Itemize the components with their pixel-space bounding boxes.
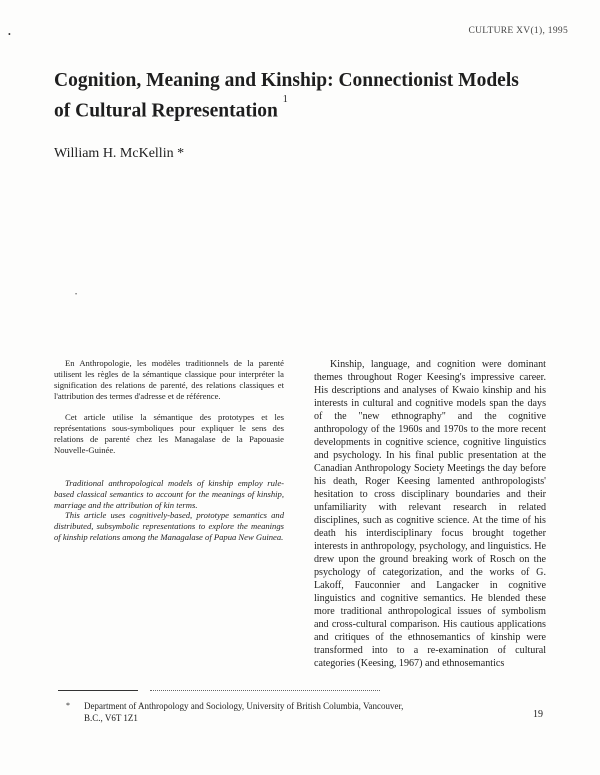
author-line: William H. McKellin * [54,146,185,161]
abstract-french-paragraph: Cet article utilise la sémantique des prototypes et les représentations sous-symboliques pour expliquer le sens des relations de parenté chez les Managalase de la Papouasie Nouvelle-Guinée. [54,412,284,455]
running-head: CULTURE XV(1), 1995 [468,26,568,36]
corner-mark: • [8,30,11,39]
footnote-marker: * [66,701,70,710]
footnote-text: Department of Anthropology and Sociology, University of British Columbia, Vancouver, B.C., V6T 1Z1 [84,701,404,723]
stray-mark: • [75,292,78,298]
footnote-rule [58,690,138,691]
title-text: Cognition, Meaning and Kinship: Connectionist Models of Cultural Representation [54,70,519,122]
title-note-mark: 1 [282,94,288,105]
body-paragraph: Kinship, language, and cognition were dominant themes throughout Roger Keesing's impressive career. His descriptions and analyses of Kwaio kinship and his interests in cultural and cognitive models span the days of the "new ethnography" and the cognitive anthropology of the 1960s and 1970s to the more recent developments in cognitive science, cognitive linguistics and psychology. In his final public presentation at the Canadian Anthropology Society Meetings the day before his death, Roger Keesing lamented anthropologists' hesitation to cross disciplinary boundaries and their unfamiliarity with relevant research in related disciplines, such as cognitive science. At the time of his death his interdisciplinary focus brought together interests in anthropology, psychology, and linguistics. He drew upon the ground breaking work of Rosch on the psychology of categorization, and the works of G. Lakoff, Fauconnier and Langacker in cognitive linguistics and cognitive semantics. He blended these more traditional anthropological issues of symbolism and cross-cultural comparison. His cautious applications and critiques of the ethnosemantics of kinship were transformed into to a re-examination of cultural categories (Keesing, 1967) and ethnosemantics [314,359,546,669]
footnote-dotted-rule [150,690,380,691]
abstract-english-paragraph: This article uses cognitively-based, prototype semantics and distributed, subsymbolic representations to explore the meanings of kinship relations among the Managalase of Papua New Guinea. [54,510,284,542]
page-number: 19 [533,709,543,720]
abstract-french-paragraph: En Anthropologie, les modèles traditionnels de la parenté utilisent les règles de la sémantique classique pour interpréter la signification des relations de parenté, des relations classiques et l'attribution des termes d'adresse et de référence. [54,358,284,401]
article-title [54,68,534,125]
abstract-english-paragraph: Traditional anthropological models of kinship employ rule-based classical semantics to account for the meanings of kinship, marriage and the attribution of kin terms. [54,478,284,510]
